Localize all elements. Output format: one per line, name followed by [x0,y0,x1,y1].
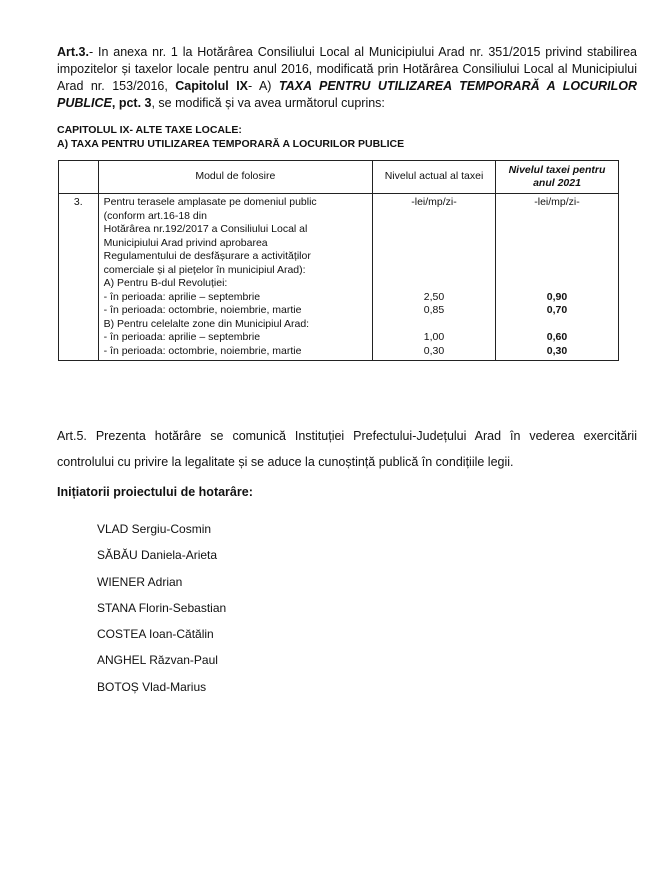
row-line: comerciale și al piețelor în municipiul Arad): [103,263,306,276]
article-5-paragraph: Art.5. Prezenta hotărâre se comunică Instituției Prefectului-Județului Arad în vederea exercitării controlului cu privire la legalitate și se aduce la cunoștință publică în condițiile legii. [57,429,637,469]
unit-current: -lei/mp/zi- [411,196,457,208]
current-value: 1,00 [423,331,445,343]
initiator-name: ANGHEL Răzvan-Paul [97,653,218,668]
current-value: 0,30 [423,344,445,357]
article-3-label: Art.3. [57,45,89,59]
row-line: - în perioada: octombrie, noiembrie, martie [103,304,302,316]
initiator-name: BOTOȘ Vlad-Marius [97,679,207,694]
row-line: B) Pentru celelalte zone din Municipiul Arad: [103,317,310,330]
initiator-name: VLAD Sergiu-Cosmin [97,522,212,536]
article-3-chapter: Capitolul IX [175,79,249,93]
header-nr [59,161,99,194]
row-line: (conform art.16-18 din [103,209,207,222]
article-3-text-3: , se modifică și va avea următorul cuprins: [151,96,385,110]
row-line: Hotărârea nr.192/2017 a Consiliului Local al [103,223,308,235]
row-line: Municipiului Arad privind aprobarea [103,236,268,249]
row-number: 3. [59,194,99,361]
article-3-point: , pct. 3 [111,96,152,110]
row-description [98,194,372,361]
row-line: - în perioada: aprilie – septembrie [103,290,261,303]
row-line: - în perioada: aprilie – septembrie [103,331,261,343]
article-3-paragraph [57,44,637,112]
row-line: A) Pentru B-dul Revoluției: [103,277,228,289]
article-3-chapter-title: TAXA PENTRU UTILIZAREA TEMPORARĂ A LOCURILOR PUBLICE [57,79,637,110]
current-value: 0,85 [423,304,445,316]
chapter-heading-line-1: CAPITOLUL IX- ALTE TAXE LOCALE: [57,124,242,136]
row-new-values [496,194,619,361]
header-new-tax: Nivelul taxei pentru anul 2021 [496,161,619,194]
header-mod-de-folosire: Modul de folosire [98,161,372,194]
new-value: 0,70 [546,304,568,316]
table-header-row [59,161,619,194]
header-current-tax: Nivelul actual al taxei [373,161,496,194]
initiator-name: WIENER Adrian [97,574,183,589]
row-current-values [373,194,496,361]
unit-new: -lei/mp/zi- [534,196,580,208]
article-3-text-1: - In anexa nr. 1 la Hotărârea Consiliului Local al Municipiului Arad nr. 351/2015 privind stabilirea impozitelor și taxelor locale pentru anul 2016, modificată prin Hotărârea Consiliului Local al Municipiului Arad nr. 153/2016, [57,45,637,93]
article-3-text-2: - A) [248,79,279,93]
chapter-heading-line-2: A) TAXA PENTRU UTILIZAREA TEMPORARĂ A LOCURILOR PUBLICE [57,138,405,150]
initiator-name: STANA Florin-Sebastian [97,600,227,615]
table-row [59,194,619,361]
chapter-heading [57,123,637,151]
row-line: - în perioada: octombrie, noiembrie, martie [103,344,302,357]
new-value: 0,60 [546,331,568,343]
new-value: 0,90 [546,290,568,303]
initiator-name: COSTEA Ioan-Cătălin [97,627,214,642]
initiator-name: SĂBĂU Daniela-Arieta [97,548,218,563]
initiators-title: Inițiatorii proiectului de hotarâre: [57,485,253,499]
row-line: Regulamentului de desfășurare a activităților [103,250,311,262]
initiators-list [97,520,226,704]
row-line: Pentru terasele amplasate pe domeniul public [103,196,317,208]
new-value: 0,30 [546,344,568,357]
current-value: 2,50 [423,290,445,303]
tax-table [58,160,619,361]
